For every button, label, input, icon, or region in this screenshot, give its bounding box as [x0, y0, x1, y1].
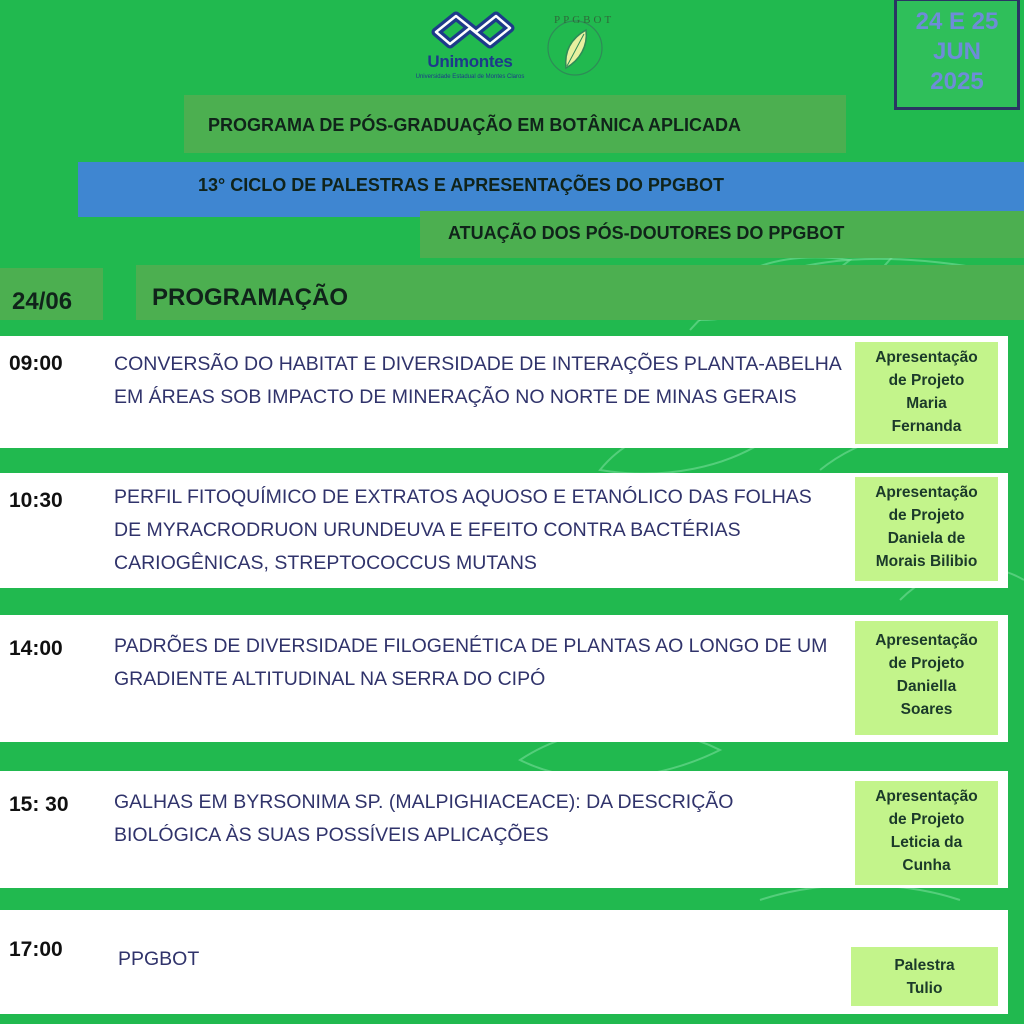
- unimontes-mark-icon: [414, 10, 526, 54]
- date-days: 24 E 25: [915, 8, 999, 35]
- university-subtitle: Universidade Estadual de Montes Claros: [415, 74, 525, 80]
- session-presenter-tag: [855, 342, 998, 444]
- schedule-row: [0, 615, 1008, 742]
- university-name: Unimontes: [427, 52, 513, 71]
- session-time: 15: 30: [9, 793, 69, 816]
- ppgbot-logo: [536, 12, 614, 80]
- tag-line: de Projeto: [888, 507, 965, 524]
- tag-line: Cunha: [902, 857, 951, 874]
- session-title: PADRÕES DE DIVERSIDADE FILOGENÉTICA DE PLANTAS AO LONGO DE UM GRADIENTE ALTITUDINAL NA SERRA DO CIPÓ: [114, 635, 828, 690]
- tag-line: Apresentação: [875, 632, 978, 649]
- date-year: 2025: [930, 68, 984, 95]
- schedule-heading: PROGRAMAÇÃO: [136, 265, 1024, 320]
- tag-line: Leticia da: [890, 834, 963, 851]
- tag-line: Daniella: [896, 678, 957, 695]
- unimontes-logo: [414, 10, 526, 84]
- session-time: 17:00: [9, 938, 63, 961]
- schedule-row: [0, 473, 1008, 588]
- tag-line: Maria: [906, 395, 947, 412]
- session-title: PPGBOT: [118, 948, 200, 970]
- session-time: 09:00: [9, 352, 63, 375]
- day-label: 24/06: [0, 268, 103, 320]
- schedule-row: [0, 336, 1008, 448]
- tag-line: de Projeto: [888, 372, 965, 389]
- session-title: PERFIL FITOQUÍMICO DE EXTRATOS AQUOSO E ETANÓLICO DAS FOLHAS DE MYRACRODRUON URUNDEUVA E EFEITO CONTRA BACTÉRIAS CARIOGÊNICAS, STREPTOCOCCUS MUTANS: [114, 486, 812, 574]
- tag-line: Palestra: [894, 957, 955, 974]
- tag-line: Daniela de: [887, 530, 966, 547]
- session-presenter-tag: [855, 621, 998, 735]
- cycle-title-banner: 13° CICLO DE PALESTRAS E APRESENTAÇÕES DO PPGBOT: [78, 162, 1024, 217]
- tag-line: Fernanda: [891, 418, 962, 435]
- theme-title-banner: ATUAÇÃO DOS PÓS-DOUTORES DO PPGBOT: [420, 211, 1024, 258]
- schedule-row: [0, 771, 1008, 888]
- tag-line: Soares: [900, 701, 953, 718]
- program-title-banner: PROGRAMA DE PÓS-GRADUAÇÃO EM BOTÂNICA APLICADA: [184, 95, 846, 153]
- date-month: JUN: [932, 38, 981, 65]
- tag-line: Apresentação: [875, 349, 978, 366]
- session-title: GALHAS EM BYRSONIMA SP. (MALPIGHIACEACE): DA DESCRIÇÃO BIOLÓGICA ÀS SUAS POSSÍVEIS APLICAÇÕES: [114, 791, 734, 846]
- session-presenter-tag: [851, 947, 998, 1006]
- session-time: 14:00: [9, 637, 63, 660]
- session-presenter-tag: [855, 477, 998, 581]
- session-presenter-tag: [855, 781, 998, 885]
- tag-line: de Projeto: [888, 655, 965, 672]
- date-badge: [894, 0, 1020, 110]
- session-title: CONVERSÃO DO HABITAT E DIVERSIDADE DE INTERAÇÕES PLANTA-ABELHA EM ÁREAS SOB IMPACTO DE MINERAÇÃO NO NORTE DE MINAS GERAIS: [114, 353, 841, 408]
- tag-line: Apresentação: [875, 788, 978, 805]
- ppgbot-logo-text: PPGBOT: [554, 14, 615, 26]
- tag-line: Apresentação: [875, 484, 978, 501]
- tag-line: Morais Bilibio: [875, 553, 978, 570]
- tag-line: Tulio: [906, 980, 943, 997]
- session-time: 10:30: [9, 489, 63, 512]
- schedule-row: [0, 910, 1008, 1014]
- tag-line: de Projeto: [888, 811, 965, 828]
